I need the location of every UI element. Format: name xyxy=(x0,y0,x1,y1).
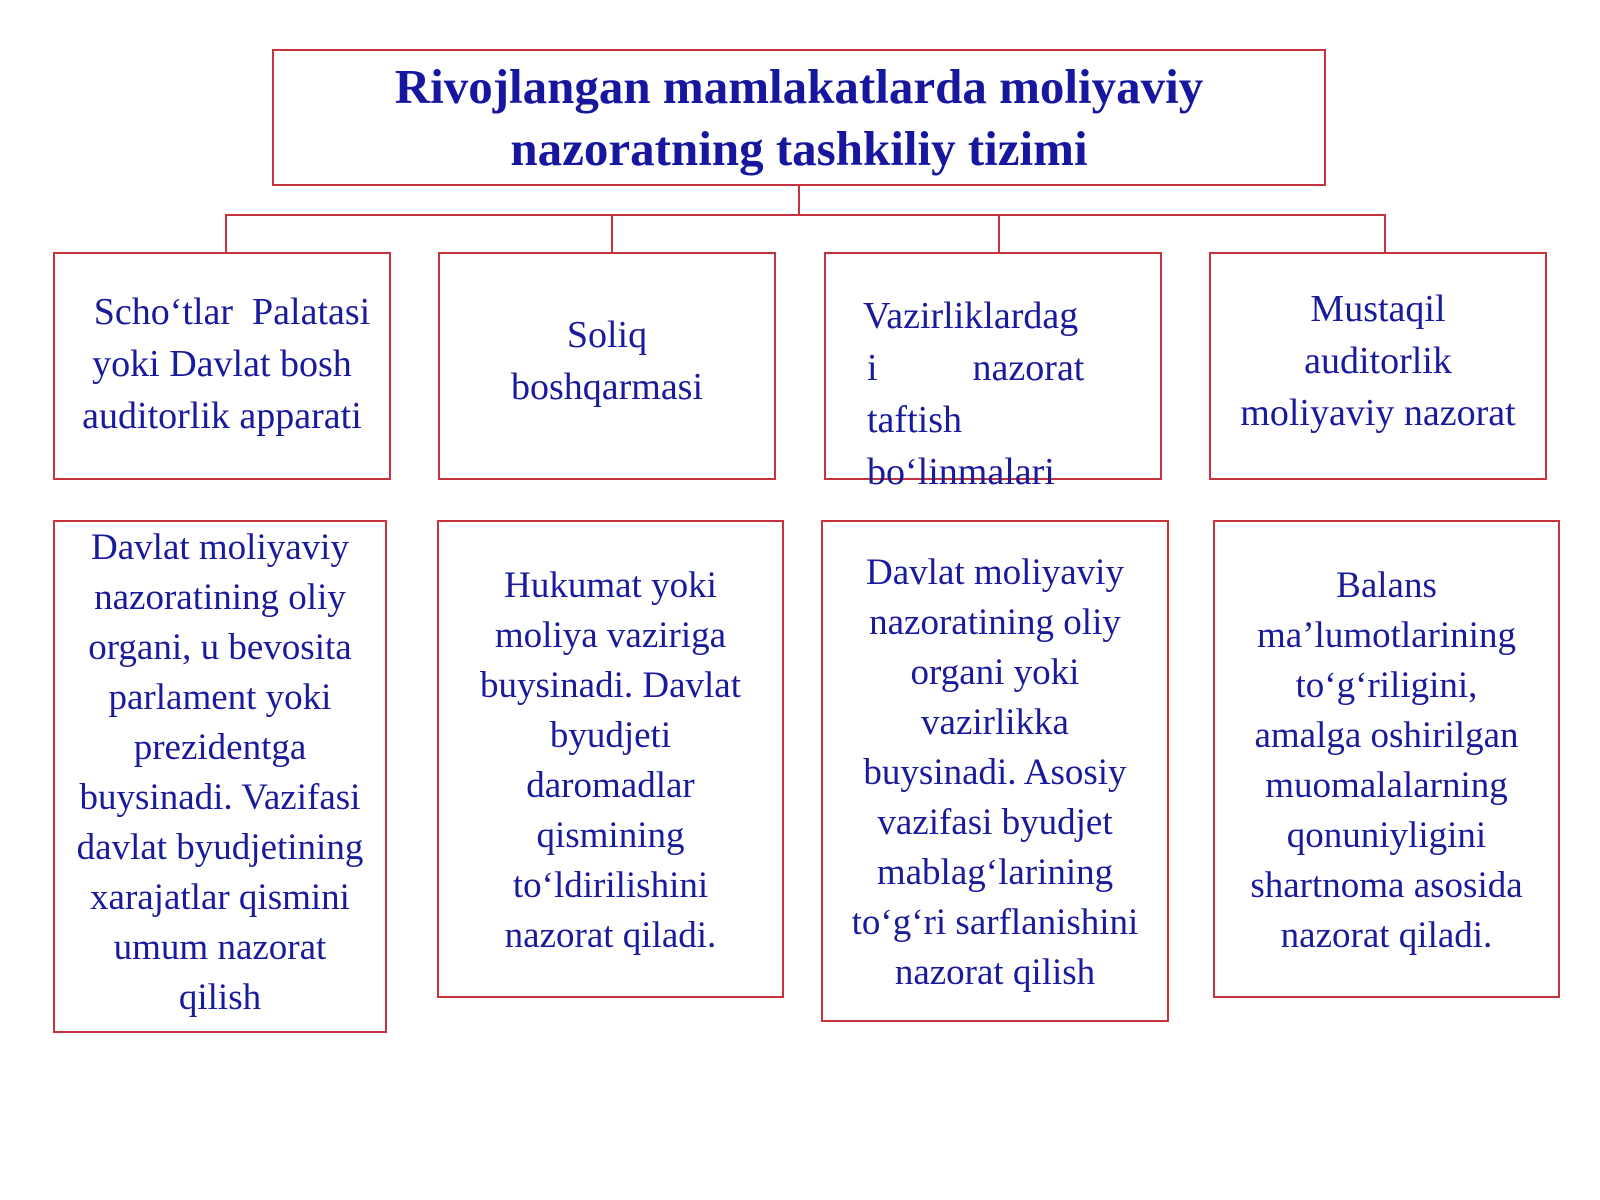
description-line: buysinadi. Vazifasi xyxy=(79,776,361,818)
description-line: umum nazorat xyxy=(113,926,327,968)
heading-text-4 xyxy=(1240,283,1515,439)
description-line: nazorat qiladi. xyxy=(504,915,717,956)
heading-box-4 xyxy=(1209,252,1547,480)
connector-drop-3 xyxy=(998,214,1000,253)
description-line: nazoratining oliy xyxy=(94,576,346,618)
description-text-3 xyxy=(852,548,1139,998)
description-line: organi, u bevosita xyxy=(88,626,352,668)
description-line: muomalalarning xyxy=(1265,765,1508,806)
heading-line: bo‘linmalari xyxy=(867,451,1055,493)
description-line: to‘ldirilishini xyxy=(512,865,709,906)
description-line: to‘g‘riligini, xyxy=(1295,665,1478,706)
description-line: shartnoma asosida xyxy=(1250,865,1523,906)
description-line: daromadlar xyxy=(526,765,695,806)
description-line: prezidentga xyxy=(133,726,307,768)
description-line: nazorat qiladi. xyxy=(1280,915,1493,956)
description-box-1 xyxy=(53,520,387,1033)
description-line: davlat byudjetining xyxy=(76,826,364,868)
heading-line: auditorlik apparati xyxy=(82,394,362,437)
heading-box-3 xyxy=(824,252,1162,493)
description-box-4 xyxy=(1213,520,1560,998)
description-line: qismining xyxy=(536,815,685,856)
description-line: vazifasi byudjet xyxy=(877,802,1113,843)
heading-line: taftish xyxy=(867,399,962,441)
description-line: Davlat moliyaviy xyxy=(866,552,1124,593)
diagram-title-line: nazoratning tashkiliy tizimi xyxy=(510,120,1088,176)
heading-text-1 xyxy=(74,286,370,442)
description-line: ma’lumotlarining xyxy=(1257,615,1516,656)
description-box-3 xyxy=(821,520,1169,1022)
heading-line: i nazorat xyxy=(867,347,1085,389)
description-line: qonuniyligini xyxy=(1286,815,1487,856)
description-line: qilish xyxy=(178,976,262,1018)
connector-drop-2 xyxy=(611,214,613,253)
description-box-2 xyxy=(437,520,784,998)
description-line: byudjeti xyxy=(549,715,672,756)
title-box xyxy=(272,49,1326,186)
connector-horizontal-bar xyxy=(225,214,1386,216)
description-text-2 xyxy=(480,561,741,961)
description-line: Balans xyxy=(1336,565,1437,606)
connector-drop-4 xyxy=(1384,214,1386,253)
description-line: moliya vaziriga xyxy=(494,615,727,656)
description-line: parlament yoki xyxy=(108,676,332,718)
connector-drop-1 xyxy=(225,214,227,253)
description-line: buysinadi. Asosiy xyxy=(863,752,1127,793)
heading-line: auditorlik xyxy=(1304,340,1452,382)
description-text-4 xyxy=(1250,561,1522,961)
description-line: to‘g‘ri sarflanishini xyxy=(851,902,1139,943)
heading-line: Vazirliklardag xyxy=(863,295,1079,337)
description-line: mablag‘larining xyxy=(876,852,1114,893)
description-line: organi yoki xyxy=(910,652,1080,693)
description-text-1 xyxy=(77,523,364,1023)
heading-line: Scho‘tlar Palatasi xyxy=(93,290,371,333)
description-line: vazirlikka xyxy=(921,702,1069,743)
heading-text-3 xyxy=(863,290,1133,498)
description-line: nazorat qilish xyxy=(894,952,1096,993)
diagram-title-line: Rivojlangan mamlakatlarda moliyaviy xyxy=(394,58,1204,114)
heading-line: Mustaqil xyxy=(1310,288,1446,330)
description-line: Davlat moliyaviy xyxy=(91,526,349,568)
heading-line: Soliq xyxy=(566,314,648,356)
heading-box-2 xyxy=(438,252,776,480)
description-line: buysinadi. Davlat xyxy=(479,665,741,706)
description-line: Hukumat yoki xyxy=(504,565,717,606)
description-line: amalga oshirilgan xyxy=(1254,715,1519,756)
description-line: nazoratining oliy xyxy=(869,602,1121,643)
heading-line: boshqarmasi xyxy=(510,366,704,408)
heading-box-1 xyxy=(53,252,391,480)
heading-line: moliyaviy nazorat xyxy=(1240,392,1516,434)
diagram-title xyxy=(309,56,1289,180)
heading-line: yoki Davlat bosh xyxy=(92,342,352,385)
connector-title-stem xyxy=(798,186,800,216)
heading-text-2 xyxy=(511,309,703,413)
description-line: xarajatlar qismini xyxy=(90,876,350,918)
